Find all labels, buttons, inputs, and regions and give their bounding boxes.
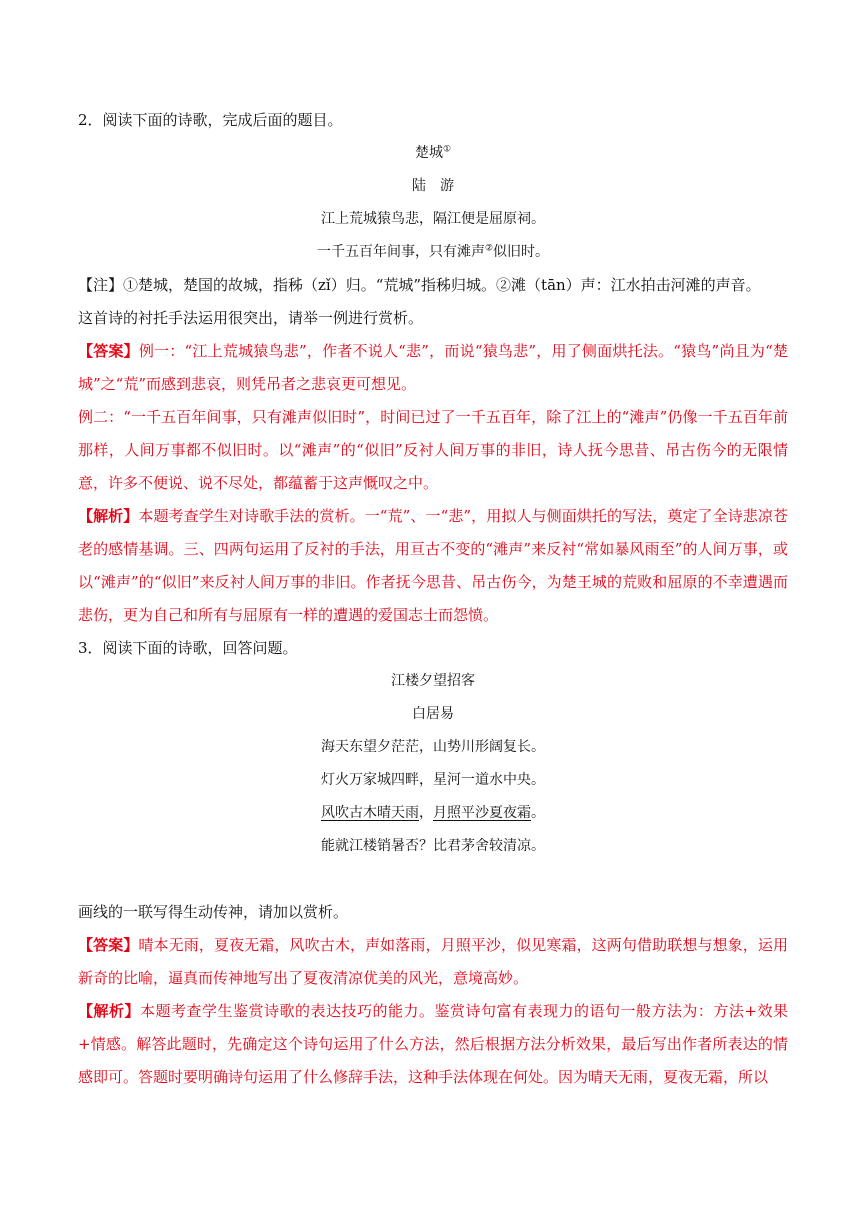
q2-poem-line-1: 江上荒城猿鸟悲，隔江便是屈原祠。 [321, 211, 545, 227]
q3-intro: 3．阅读下面的诗歌，回答问题。 [78, 639, 298, 657]
q3-analysis-tag: 【解析】 [78, 1002, 140, 1020]
q3-answer-text: 晴本无雨，夏夜无霜，风吹古木，声如落雨，月照平沙，似见寒霜，这两句借助联想与想象，运用新奇的比喻，逼真而传神地写出了夏夜清凉优美的风光，意境高妙。 [78, 936, 788, 987]
q3-poem-line-3-sep: ， [419, 805, 433, 821]
q2-poem-title [78, 137, 788, 170]
q2-intro: 2．阅读下面的诗歌，完成后面的题目。 [78, 111, 343, 129]
q3-analysis [78, 995, 788, 1094]
q3-poem-line-1: 海天东望夕茫茫，山势川形阔复长。 [321, 739, 545, 755]
q2-poem-title-text: 楚城 [414, 145, 443, 161]
q3-question: 画线的一联写得生动传神，请加以赏析。 [78, 903, 349, 921]
q2-answer-tag: 【答案】 [78, 342, 139, 360]
q2-answer-2: 例二：“一千五百年间事，只有滩声似旧时”，时间已过了一千五百年，除了江上的“滩声”仍像一千五百年前那样，人间万事都不似旧时。以“滩声”的“似旧”反衬人间万事的非旧，诗人抚今思昔、吊古伤今的无限情意，许多不便说、说不尽处，都蕴蓄于这声慨叹之中。 [78, 408, 788, 492]
q3-poem-line-4: 能就江楼销暑否？比君茅舍较清凉。 [321, 838, 545, 854]
q2-analysis [78, 500, 788, 632]
q3-poem-line-3 [78, 797, 788, 830]
q3-poem-line-2: 灯火万家城四畔，星河一道水中央。 [321, 772, 545, 788]
spacer [78, 863, 788, 896]
q2-analysis-tag: 【解析】 [78, 507, 139, 525]
q2-poem-title-mark: ① [442, 144, 452, 155]
q3-analysis-text: 本题考查学生鉴赏诗歌的表达技巧的能力。鉴赏诗句富有表现力的语句一般方法为：方法+效果+情感。解答此题时，先确定这个诗句运用了什么方法，然后根据方法分析效果，最后写出作者所表达的情感即可。答题时要明确诗句运用了什么修辞手法，这种手法体现在何处。因为晴天无雨，夏夜无霜，所以 [78, 1002, 788, 1086]
q3-poem-title: 江楼夕望招客 [391, 673, 475, 689]
document-page [78, 104, 788, 1094]
q3-poet: 白居易 [412, 706, 454, 722]
q3-underlined-line-b: 月照平沙夏夜霜 [433, 805, 531, 821]
q2-analysis-text: 本题考查学生对诗歌手法的赏析。一“荒”、一“悲”，用拟人与侧面烘托的写法，奠定了全诗悲凉苍老的感情基调。三、四两句运用了反衬的手法，用亘古不变的“滩声”来反衬“常如暴风雨至”的人间万事，或以“滩声”的“似旧”来反衬人间万事的非旧。作者抚今思昔、吊古伤今，为楚王城的荒败和屈原的不幸遭遇而悲伤，更为自己和所有与屈原有一样的遭遇的爱国志士而怨愤。 [78, 507, 788, 624]
q2-poem-line-2-mark: ② [484, 243, 494, 254]
q2-poet: 陆 游 [412, 178, 454, 194]
q2-answer-1-text: 例一：“江上荒城猿鸟悲”，作者不说人“悲”，而说“猿鸟悲”，用了侧面烘托法。“猿鸟”尚且为“楚城”之“荒”而感到悲哀，则凭吊者之悲哀更可想见。 [78, 342, 788, 393]
q2-poem-line-2-b: 似旧时。 [493, 244, 550, 260]
q2-poem-line-2-a: 一千五百年间事，只有滩声 [316, 244, 485, 260]
q3-poem-line-3-end: 。 [531, 805, 545, 821]
q2-poem-line-2 [78, 236, 788, 269]
q2-note: 【注】①楚城，楚国的故城，指秭（zǐ）归。“荒城”指秭归城。②滩（tān）声：江水拍击河滩的声音。 [78, 276, 761, 294]
q3-answer-tag: 【答案】 [78, 936, 139, 954]
q3-answer [78, 929, 788, 995]
q2-answer-1 [78, 335, 788, 401]
q2-question: 这首诗的衬托手法运用很突出，请举一例进行赏析。 [78, 309, 424, 327]
q3-underlined-line-a: 风吹古木晴天雨 [321, 805, 419, 821]
